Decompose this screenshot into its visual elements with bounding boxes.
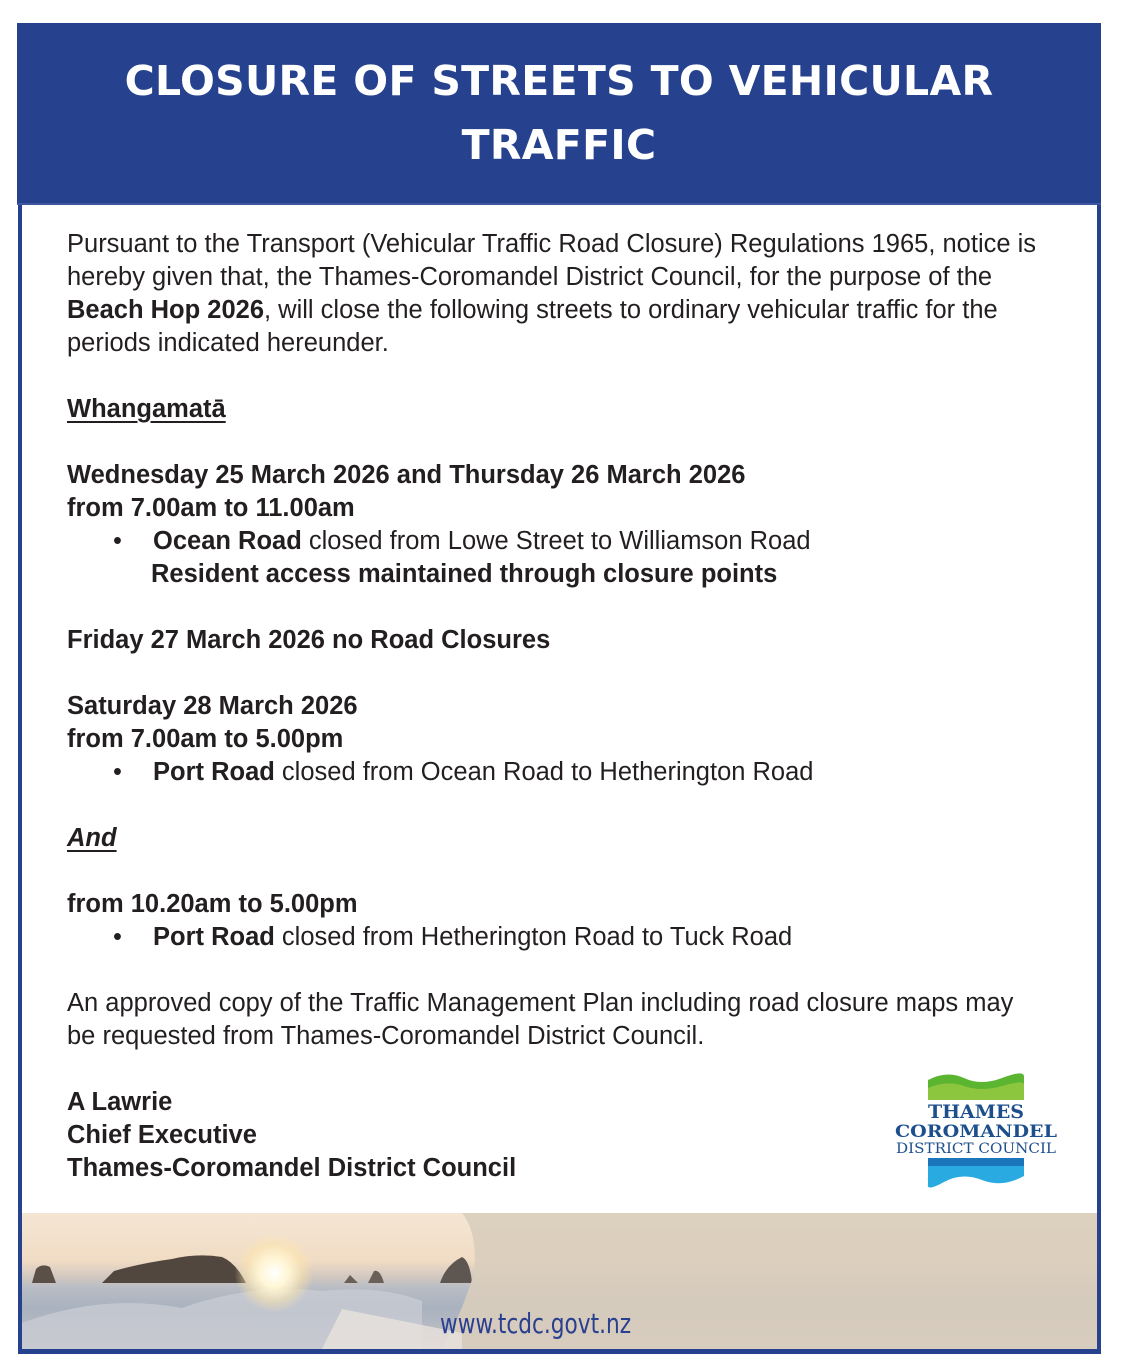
closing-paragraph: An approved copy of the Traffic Management Plan including road closure maps may be requested from Thames-Coromandel District Council. — [67, 989, 1014, 1050]
council-logo-icon — [892, 1066, 1060, 1188]
svg-text:THAMES: THAMES — [927, 1101, 1025, 1123]
closure-item: • Ocean Road closed from Lowe Street to Williamson Road — [67, 525, 1067, 558]
sun-glow — [234, 1233, 314, 1313]
conjunction-and: And — [67, 824, 117, 852]
closure-item: • Port Road closed from Hetherington Road to Tuck Road — [67, 921, 1067, 954]
footer-banner — [22, 1213, 1097, 1349]
svg-text:DISTRICT COUNCIL: DISTRICT COUNCIL — [896, 1141, 1056, 1157]
event-name: Beach Hop 2026 — [67, 296, 265, 324]
notice-header — [17, 23, 1101, 205]
closure-time: from 7.00am to 5.00pm — [67, 725, 344, 753]
road-name: Ocean Road — [153, 527, 302, 555]
council-logo — [892, 1066, 1060, 1188]
closure-note: Resident access maintained through closure points — [151, 560, 778, 588]
location-heading: Whangamatā — [67, 395, 226, 423]
bullet-icon: • — [113, 758, 122, 786]
website-url[interactable]: www.tcdc.govt.nz — [440, 1307, 632, 1340]
closure-date: Friday 27 March 2026 no Road Closures — [67, 626, 551, 654]
signature-org: Thames-Coromandel District Council — [67, 1154, 517, 1182]
bullet-icon: • — [113, 527, 122, 555]
intro-paragraph: Pursuant to the Transport (Vehicular Traffic Road Closure) Regulations 1965, notice is hereby given that, the Thames-Coromandel District Council, for the purpose of the Beach Hop 2026, will close the following streets to ordinary vehicular traffic for the periods indicated hereunder. — [67, 230, 1037, 357]
closure-date: Wednesday 25 March 2026 and Thursday 26 March 2026 — [67, 461, 746, 489]
closure-date: Saturday 28 March 2026 — [67, 692, 358, 720]
bullet-icon: • — [113, 923, 122, 951]
notice-body — [67, 228, 1067, 1185]
signature-name: A Lawrie — [67, 1088, 173, 1116]
road-name: Port Road — [153, 923, 275, 951]
road-name: Port Road — [153, 758, 275, 786]
notice-title: CLOSURE OF STREETS TO VEHICULAR TRAFFIC — [124, 57, 994, 169]
closure-time: from 10.20am to 5.00pm — [67, 890, 358, 918]
svg-text:COROMANDEL: COROMANDEL — [895, 1122, 1058, 1142]
closure-time: from 7.00am to 11.00am — [67, 494, 355, 522]
closure-item: • Port Road closed from Ocean Road to Hetherington Road — [67, 756, 1067, 789]
signature-title: Chief Executive — [67, 1121, 257, 1149]
